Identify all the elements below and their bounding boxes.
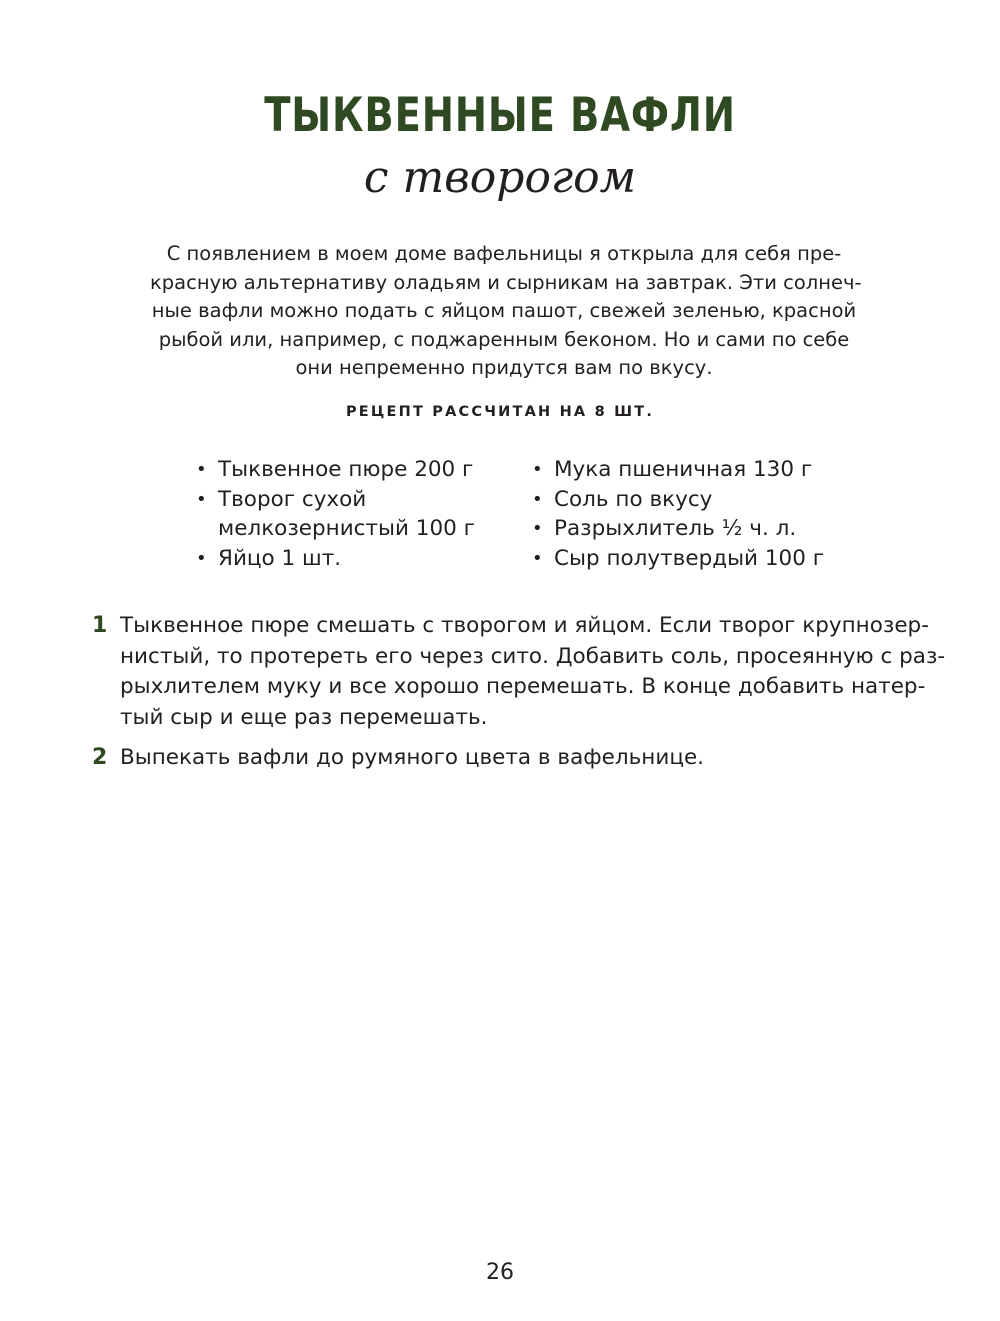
ingredient-item [532,455,852,485]
step-line: тый сыр и еще раз перемешать. [120,704,488,730]
ingredient-item [532,485,852,515]
intro-paragraph [150,240,862,383]
ingredient-item [196,544,496,574]
ingredient-text: Соль по вкусу [554,486,713,512]
bullet-icon: • [196,459,207,480]
ingredient-text: Мука пшеничная 130 г [554,457,813,482]
step-number: 2 [92,745,108,770]
step-line: Тыквенное пюре смешать с творогом и яйцом. Если творог крупнозер- [120,613,929,638]
ingredient-item [532,514,852,544]
bullet-icon: • [532,459,543,480]
step-line: рыхлителем муку и все хорошо перемешать. В конце добавить натер- [120,674,926,700]
intro-line: они непременно придутся вам по вкусу. [295,356,713,380]
intro-line: ные вафли можно подать с яйцом пашот, свежей зеленью, красной [151,299,857,323]
step-text [120,611,946,733]
ingredient-item [196,485,496,544]
bullet-icon: • [196,547,207,569]
bullet-icon: • [196,488,207,510]
step-line: Выпекать вафли до румяного цвета в вафельнице. [120,745,705,770]
ingredient-text: Тыквенное пюре 200 г [218,457,474,482]
ingredients-left-list [196,455,496,573]
bullet-icon: • [532,488,543,510]
intro-line: красную альтернативу оладьям и сырникам на завтрак. Эти солнеч- [150,270,862,294]
recipe-subtitle: с творогом [363,152,637,203]
ingredient-item [532,544,852,574]
intro-line: рыбой или, например, с поджаренным беконом. Но и сами по себе [158,327,850,351]
page-number: 26 [486,1260,514,1285]
ingredient-text: Яйцо 1 шт. [218,545,342,571]
step-number: 1 [92,613,108,638]
intro-line: С появлением в моем доме вафельницы я открыла для себя пре- [166,242,842,265]
servings-label: РЕЦЕПТ РАССЧИТАН НА 8 ШТ. [345,404,655,420]
bullet-icon: • [532,547,543,569]
recipe-title: ТЫКВЕННЫЕ ВАФЛИ [264,88,736,143]
bullet-icon: • [532,518,543,540]
ingredients-right-list [532,455,852,573]
ingredient-item [196,455,496,485]
ingredient-text: Разрыхлитель ½ ч. л. [554,516,797,542]
ingredient-text: мелкозернистый 100 г [218,516,475,542]
ingredient-text: Творог сухой [218,486,367,512]
ingredient-text: Сыр полутвердый 100 г [554,545,825,571]
step-text [120,743,925,774]
step-line: нистый, то протереть его через сито. Добавить соль, просеянную с раз- [120,643,946,669]
